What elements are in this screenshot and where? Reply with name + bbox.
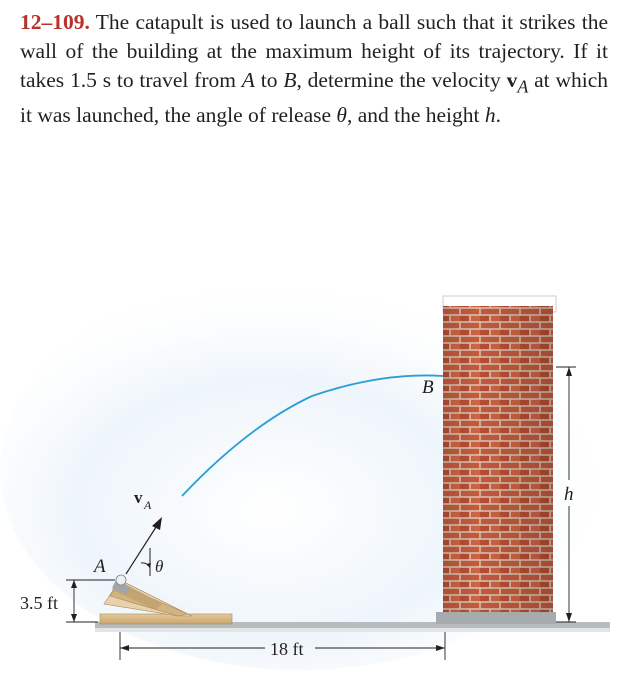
problem-text-5: , and the height	[346, 103, 485, 128]
label-a: A	[94, 556, 106, 577]
velocity-symbol: v	[506, 68, 518, 92]
label-h: h	[564, 484, 574, 505]
problem-text-1: The catapult is used to launch a ball such that it strikes the wall of the building at the maximum height of its trajectory. If it takes 1.5 s to travel from	[20, 10, 608, 92]
problem-text-4: at which it was launched, the angle of release	[20, 68, 608, 128]
theta-ref: θ	[336, 103, 347, 128]
point-b-ref: B	[283, 68, 297, 92]
problem-text-3: , determine the velocity	[296, 68, 507, 92]
ball	[116, 575, 126, 585]
problem-number: 12–109.	[20, 10, 90, 34]
height-ref: h	[484, 103, 496, 128]
problem-text-6: .	[495, 103, 502, 128]
label-theta: θ	[155, 557, 164, 576]
label-launch-height: 3.5 ft	[20, 593, 58, 613]
point-a-ref: A	[241, 68, 255, 92]
problem-text-2: to	[254, 68, 284, 92]
label-distance: 18 ft	[270, 639, 304, 659]
label-va: v	[134, 488, 143, 507]
label-va-subscript: A	[144, 498, 152, 512]
label-b: B	[422, 377, 434, 398]
velocity-subscript: A	[517, 76, 529, 97]
building-wall	[436, 296, 556, 624]
